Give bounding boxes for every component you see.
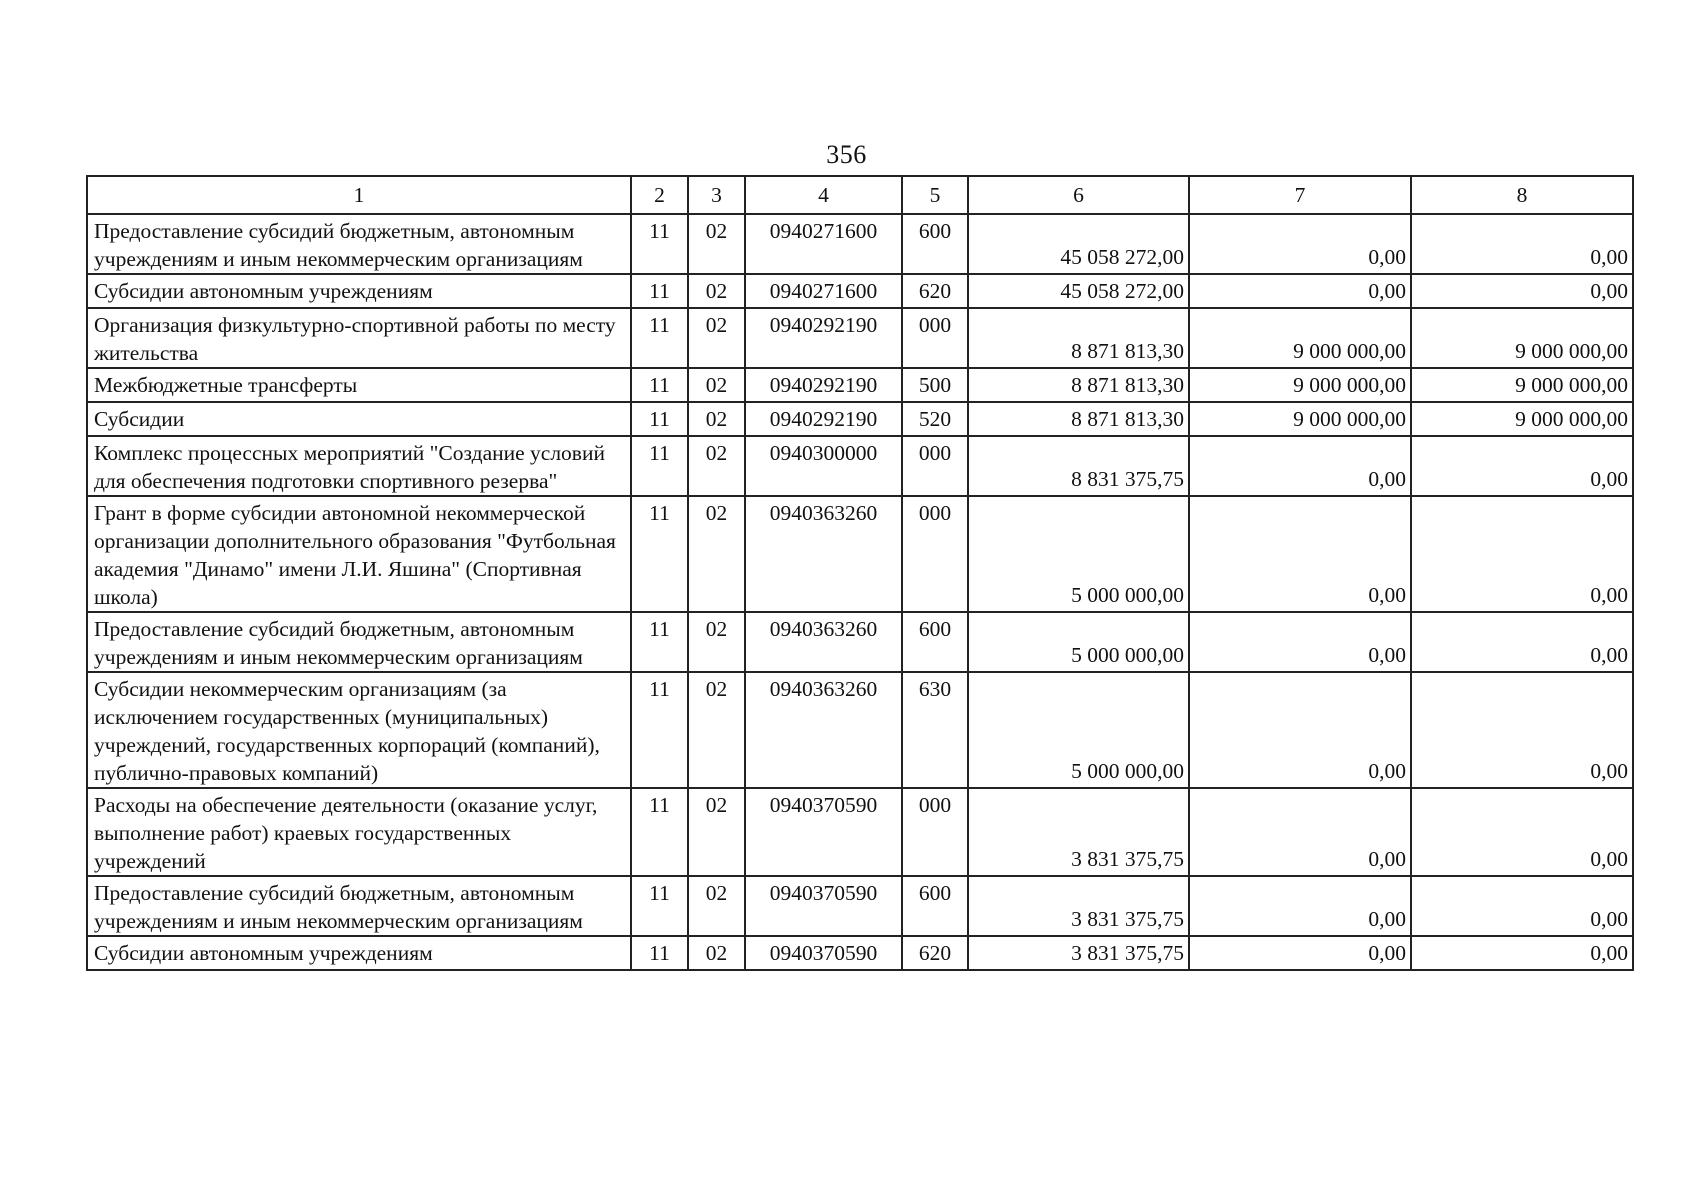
row-amount-col6-cell: 8 871 813,30 — [968, 402, 1189, 436]
row-subsection-cell: 02 — [688, 876, 745, 936]
row-name-cell: Предоставление субсидий бюджетным, автономным учреждениям и иным некоммерческим организациям — [87, 876, 631, 936]
row-target-article-cell: 0940370590 — [745, 936, 902, 970]
row-section-cell: 11 — [631, 214, 688, 274]
row-expense-type-cell: 520 — [902, 402, 968, 436]
row-subsection-cell: 02 — [688, 274, 745, 308]
row-amount-col7-cell: 0,00 — [1189, 876, 1411, 936]
column-header: 7 — [1189, 176, 1411, 214]
row-subsection-cell: 02 — [688, 672, 745, 788]
column-header: 6 — [968, 176, 1189, 214]
row-subsection-cell: 02 — [688, 368, 745, 402]
row-amount-col6-cell: 8 831 375,75 — [968, 436, 1189, 496]
row-amount-col8-cell: 0,00 — [1411, 274, 1633, 308]
table-row — [87, 402, 1633, 436]
row-amount-col8-cell: 9 000 000,00 — [1411, 402, 1633, 436]
row-amount-col8-cell: 9 000 000,00 — [1411, 368, 1633, 402]
row-name-cell: Организация физкультурно-спортивной работы по месту жительства — [87, 308, 631, 368]
row-amount-col6-cell: 5 000 000,00 — [968, 612, 1189, 672]
table-row — [87, 368, 1633, 402]
row-expense-type-cell: 600 — [902, 612, 968, 672]
row-name-cell: Комплекс процессных мероприятий "Создание условий для обеспечения подготовки спортивного резерва" — [87, 436, 631, 496]
row-subsection-cell: 02 — [688, 214, 745, 274]
row-amount-col6-cell: 5 000 000,00 — [968, 496, 1189, 612]
column-header: 1 — [87, 176, 631, 214]
row-amount-col8-cell: 0,00 — [1411, 876, 1633, 936]
column-header: 3 — [688, 176, 745, 214]
row-section-cell: 11 — [631, 274, 688, 308]
table-header-row — [87, 176, 1633, 214]
row-expense-type-cell: 500 — [902, 368, 968, 402]
row-target-article-cell: 0940271600 — [745, 214, 902, 274]
table-body — [87, 214, 1633, 970]
row-section-cell: 11 — [631, 436, 688, 496]
row-subsection-cell: 02 — [688, 402, 745, 436]
row-amount-col7-cell: 9 000 000,00 — [1189, 368, 1411, 402]
page-number: 356 — [826, 140, 867, 169]
row-subsection-cell: 02 — [688, 788, 745, 876]
row-target-article-cell: 0940363260 — [745, 672, 902, 788]
row-subsection-cell: 02 — [688, 436, 745, 496]
row-amount-col7-cell: 9 000 000,00 — [1189, 402, 1411, 436]
row-amount-col7-cell: 0,00 — [1189, 274, 1411, 308]
row-target-article-cell: 0940271600 — [745, 274, 902, 308]
row-target-article-cell: 0940292190 — [745, 368, 902, 402]
row-section-cell: 11 — [631, 496, 688, 612]
table-row — [87, 274, 1633, 308]
row-section-cell: 11 — [631, 612, 688, 672]
row-target-article-cell: 0940363260 — [745, 496, 902, 612]
table-row — [87, 214, 1633, 274]
table-row — [87, 788, 1633, 876]
row-expense-type-cell: 000 — [902, 308, 968, 368]
column-header: 4 — [745, 176, 902, 214]
row-section-cell: 11 — [631, 876, 688, 936]
budget-table — [86, 175, 1634, 971]
row-amount-col8-cell: 0,00 — [1411, 612, 1633, 672]
row-amount-col8-cell: 0,00 — [1411, 214, 1633, 274]
row-amount-col8-cell: 0,00 — [1411, 936, 1633, 970]
row-expense-type-cell: 000 — [902, 496, 968, 612]
row-expense-type-cell: 620 — [902, 274, 968, 308]
row-amount-col8-cell: 0,00 — [1411, 788, 1633, 876]
row-name-cell: Предоставление субсидий бюджетным, автономным учреждениям и иным некоммерческим организациям — [87, 612, 631, 672]
row-amount-col7-cell: 9 000 000,00 — [1189, 308, 1411, 368]
row-section-cell: 11 — [631, 402, 688, 436]
row-amount-col6-cell: 5 000 000,00 — [968, 672, 1189, 788]
table-row — [87, 672, 1633, 788]
row-expense-type-cell: 620 — [902, 936, 968, 970]
row-amount-col8-cell: 0,00 — [1411, 496, 1633, 612]
row-amount-col7-cell: 0,00 — [1189, 936, 1411, 970]
row-name-cell: Грант в форме субсидии автономной некоммерческой организации дополнительного образования "Футбольная академия "Динамо" имени Л.И. Яшина" (Спортивная школа) — [87, 496, 631, 612]
row-amount-col6-cell: 8 871 813,30 — [968, 368, 1189, 402]
row-amount-col8-cell: 0,00 — [1411, 436, 1633, 496]
column-header: 8 — [1411, 176, 1633, 214]
table-row — [87, 936, 1633, 970]
row-amount-col7-cell: 0,00 — [1189, 436, 1411, 496]
row-section-cell: 11 — [631, 936, 688, 970]
row-target-article-cell: 0940370590 — [745, 876, 902, 936]
table-row — [87, 612, 1633, 672]
row-name-cell: Расходы на обеспечение деятельности (оказание услуг, выполнение работ) краевых государственных учреждений — [87, 788, 631, 876]
row-amount-col7-cell: 0,00 — [1189, 214, 1411, 274]
row-expense-type-cell: 000 — [902, 788, 968, 876]
row-target-article-cell: 0940292190 — [745, 402, 902, 436]
row-amount-col8-cell: 9 000 000,00 — [1411, 308, 1633, 368]
table-row — [87, 496, 1633, 612]
row-target-article-cell: 0940370590 — [745, 788, 902, 876]
row-amount-col6-cell: 8 871 813,30 — [968, 308, 1189, 368]
row-subsection-cell: 02 — [688, 936, 745, 970]
row-subsection-cell: 02 — [688, 308, 745, 368]
row-subsection-cell: 02 — [688, 612, 745, 672]
column-header: 2 — [631, 176, 688, 214]
table-row — [87, 876, 1633, 936]
row-name-cell: Субсидии некоммерческим организациям (за исключением государственных (муниципальных) учреждений, государственных корпораций (компаний), публично-правовых компаний) — [87, 672, 631, 788]
row-amount-col6-cell: 3 831 375,75 — [968, 876, 1189, 936]
row-amount-col6-cell: 45 058 272,00 — [968, 274, 1189, 308]
row-section-cell: 11 — [631, 788, 688, 876]
row-amount-col6-cell: 3 831 375,75 — [968, 788, 1189, 876]
row-target-article-cell: 0940292190 — [745, 308, 902, 368]
row-target-article-cell: 0940300000 — [745, 436, 902, 496]
row-target-article-cell: 0940363260 — [745, 612, 902, 672]
row-expense-type-cell: 600 — [902, 876, 968, 936]
row-section-cell: 11 — [631, 672, 688, 788]
column-header: 5 — [902, 176, 968, 214]
row-expense-type-cell: 600 — [902, 214, 968, 274]
row-amount-col8-cell: 0,00 — [1411, 672, 1633, 788]
row-section-cell: 11 — [631, 368, 688, 402]
row-expense-type-cell: 630 — [902, 672, 968, 788]
row-name-cell: Субсидии — [87, 402, 631, 436]
row-name-cell: Предоставление субсидий бюджетным, автономным учреждениям и иным некоммерческим организациям — [87, 214, 631, 274]
row-amount-col7-cell: 0,00 — [1189, 612, 1411, 672]
row-amount-col7-cell: 0,00 — [1189, 672, 1411, 788]
row-amount-col7-cell: 0,00 — [1189, 788, 1411, 876]
row-amount-col6-cell: 45 058 272,00 — [968, 214, 1189, 274]
row-section-cell: 11 — [631, 308, 688, 368]
row-name-cell: Субсидии автономным учреждениям — [87, 274, 631, 308]
row-subsection-cell: 02 — [688, 496, 745, 612]
table-row — [87, 308, 1633, 368]
row-expense-type-cell: 000 — [902, 436, 968, 496]
row-amount-col7-cell: 0,00 — [1189, 496, 1411, 612]
row-amount-col6-cell: 3 831 375,75 — [968, 936, 1189, 970]
row-name-cell: Субсидии автономным учреждениям — [87, 936, 631, 970]
table-row — [87, 436, 1633, 496]
row-name-cell: Межбюджетные трансферты — [87, 368, 631, 402]
